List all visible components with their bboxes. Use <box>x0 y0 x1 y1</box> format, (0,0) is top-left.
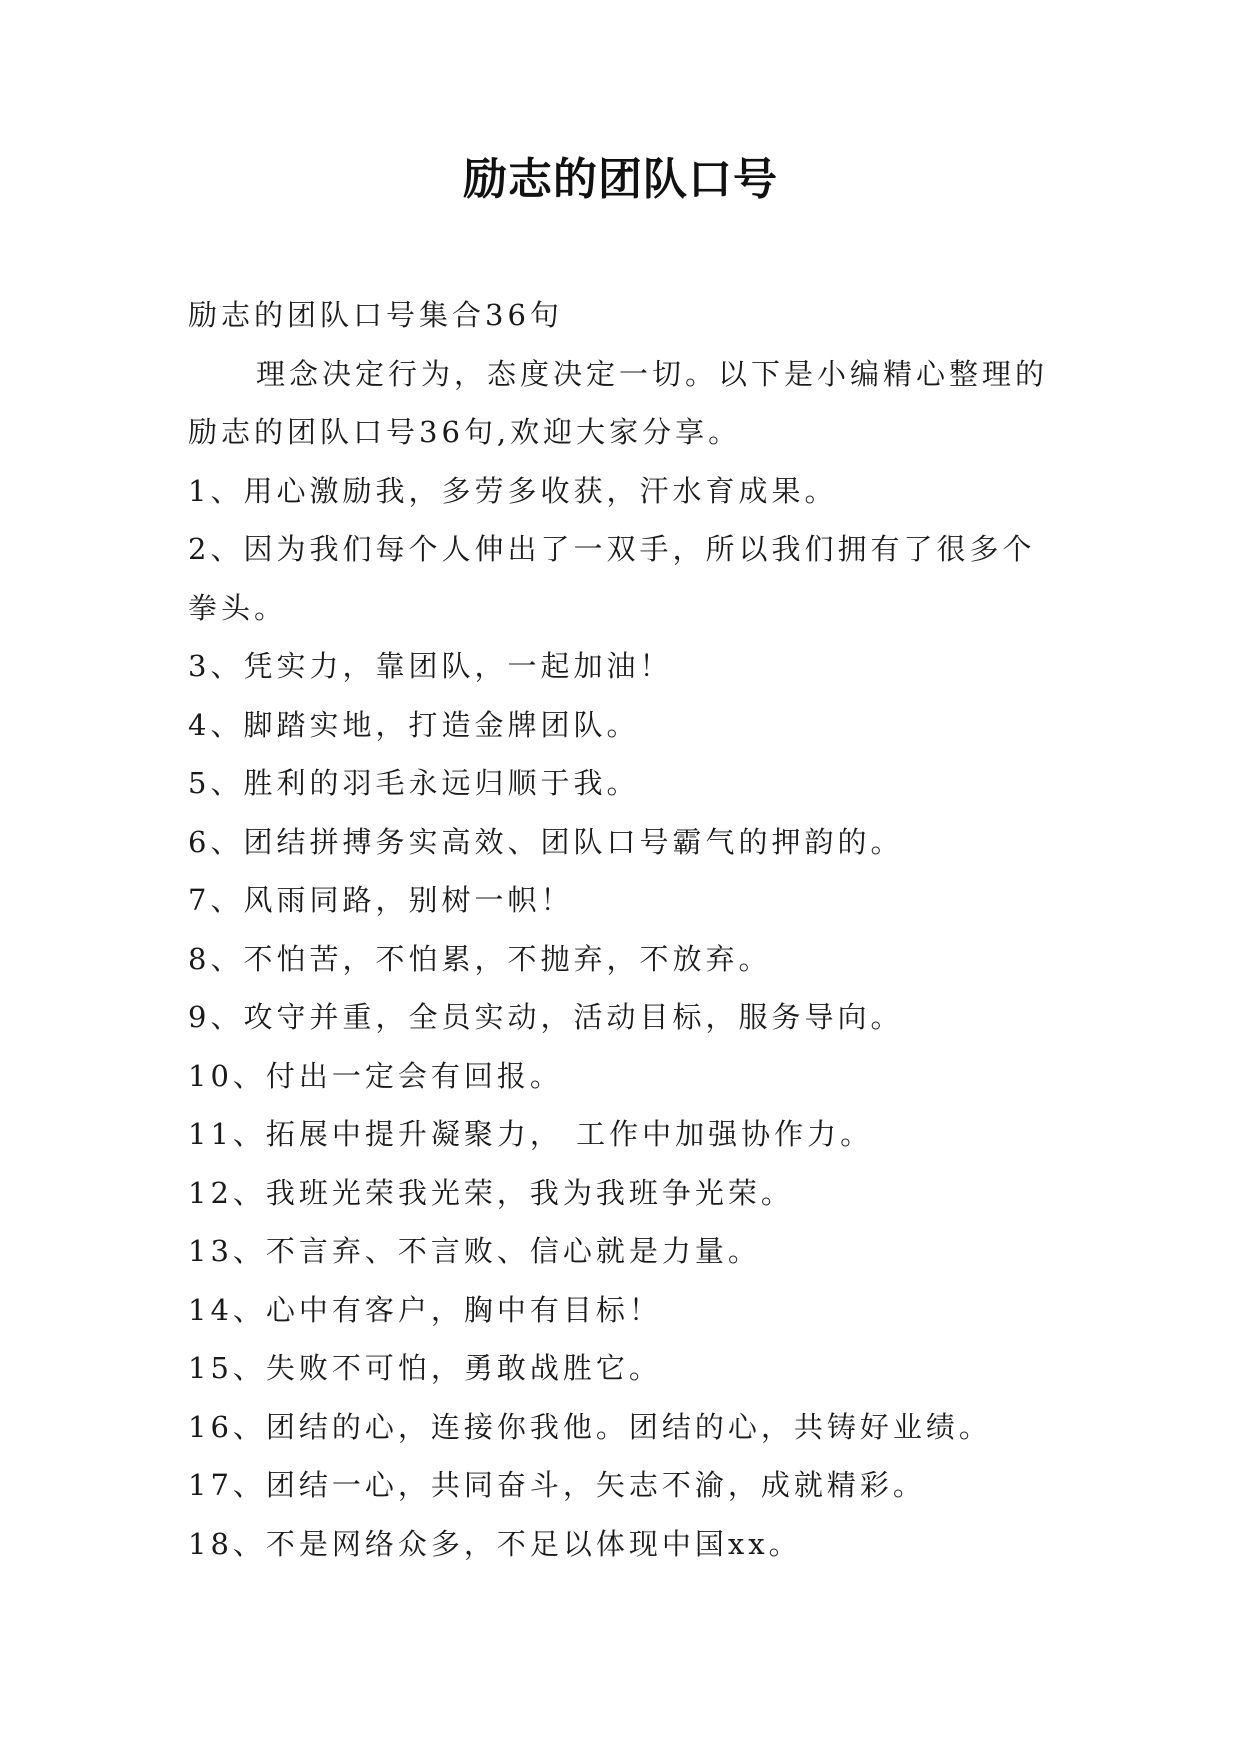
intro-paragraph: 理念决定行为，态度决定一切。以下是小编精心整理的励志的团队口号36句,欢迎大家分享。 <box>188 356 1049 449</box>
slogan-item: 1、用心激励我，多劳多收获，汗水育成果。 <box>188 473 838 508</box>
slogan-item: 6、团结拼搏务实高效、团队口号霸气的押韵的。 <box>188 824 904 859</box>
slogan-item: 10、付出一定会有回报。 <box>188 1058 563 1093</box>
slogan-item: 13、不言弃、不言败、信心就是力量。 <box>188 1234 761 1268</box>
slogan-item: 5、胜利的羽毛永远归顺于我。 <box>188 766 640 800</box>
slogan-item: 18、不是网络众多，不足以体现中国xx。 <box>188 1526 802 1561</box>
slogan-item: 3、凭实力，靠团队，一起加油！ <box>188 649 673 683</box>
page-title: 励志的团队口号 <box>463 154 778 205</box>
slogan-item: 12、我班光荣我光荣，我为我班争光荣。 <box>188 1175 794 1210</box>
slogan-item: 11、拓展中提升凝聚力， 工作中加强协作力。 <box>188 1117 874 1151</box>
document-subtitle: 励志的团队口号集合36句 <box>188 298 563 332</box>
slogan-item: 8、不怕苦，不怕累，不抛弃，不放弃。 <box>188 941 772 976</box>
slogan-item: 9、攻守并重，全员实动，活动目标，服务导向。 <box>188 1000 904 1034</box>
slogan-item: 2、因为我们每个人伸出了一双手，所以我们拥有了很多个拳头。 <box>188 532 1036 625</box>
slogan-item: 14、心中有客户，胸中有目标！ <box>188 1292 662 1327</box>
slogan-item: 7、风雨同路，别树一帜！ <box>188 883 574 917</box>
slogan-item: 16、团结的心，连接你我他。团结的心，共铸好业绩。 <box>188 1409 992 1444</box>
slogan-item: 17、团结一心，共同奋斗，矢志不渝，成就精彩。 <box>188 1468 926 1502</box>
slogan-item: 15、失败不可怕，勇敢战胜它。 <box>188 1351 662 1385</box>
document-body <box>188 286 1058 1573</box>
slogan-item: 4、脚踏实地，打造金牌团队。 <box>188 707 640 742</box>
